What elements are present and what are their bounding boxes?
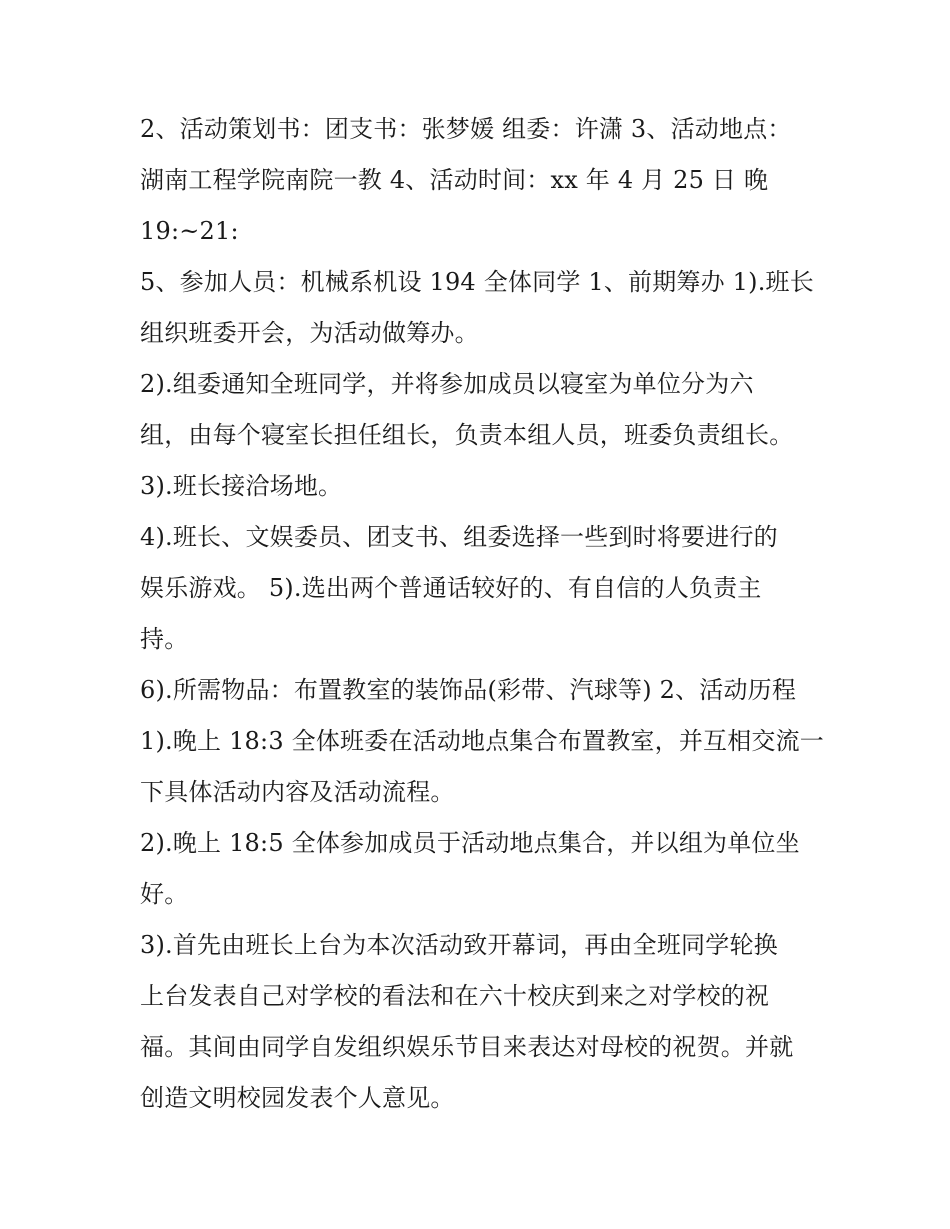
- text-line: 组织班委开会，为活动做筹办。: [140, 319, 479, 347]
- text-line: 1).晚上 18:3 全体班委在活动地点集合布置教室，并互相交流一: [140, 727, 825, 755]
- text-line: 组，由每个寝室长担任组长，负责本组人员，班委负责组长。: [140, 421, 794, 449]
- text-line: 5、参加人员：机械系机设 194 全体同学 1、前期筹办 1).班长: [140, 268, 814, 296]
- text-line: 3).首先由班长上台为本次活动致开幕词，再由全班同学轮换: [140, 931, 778, 959]
- document-body: [140, 104, 830, 1124]
- text-line: 创造文明校园发表个人意见。: [140, 1084, 455, 1112]
- text-line: 2).组委通知全班同学，并将参加成员以寝室为单位分为六: [140, 370, 754, 398]
- text-line: 下具体活动内容及活动流程。: [140, 778, 455, 806]
- text-line: 19:~21:: [140, 217, 239, 245]
- text-line: 持。: [140, 625, 189, 653]
- text-line: 福。其间由同学自发组织娱乐节目来表达对母校的祝贺。并就: [140, 1033, 794, 1061]
- text-line: 4).班长、文娱委员、团支书、组委选择一些到时将要进行的: [140, 523, 778, 551]
- text-line: 娱乐游戏。 5).选出两个普通话较好的、有自信的人负责主: [140, 574, 762, 602]
- text-line: 好。: [140, 880, 189, 908]
- text-line: 湖南工程学院南院一教 4、活动时间：xx 年 4 月 25 日 晚: [140, 166, 769, 194]
- text-line: 2、活动策划书：团支书：张梦媛 组委：许潇 3、活动地点：: [140, 115, 792, 143]
- text-line: 2).晚上 18:5 全体参加成员于活动地点集合，并以组为单位坐: [140, 829, 800, 857]
- text-line: 3).班长接洽场地。: [140, 472, 343, 500]
- text-line: 6).所需物品：布置教室的装饰品(彩带、汽球等) 2、活动历程: [140, 676, 797, 704]
- text-line: 上台发表自己对学校的看法和在六十校庆到来之对学校的祝: [140, 982, 770, 1010]
